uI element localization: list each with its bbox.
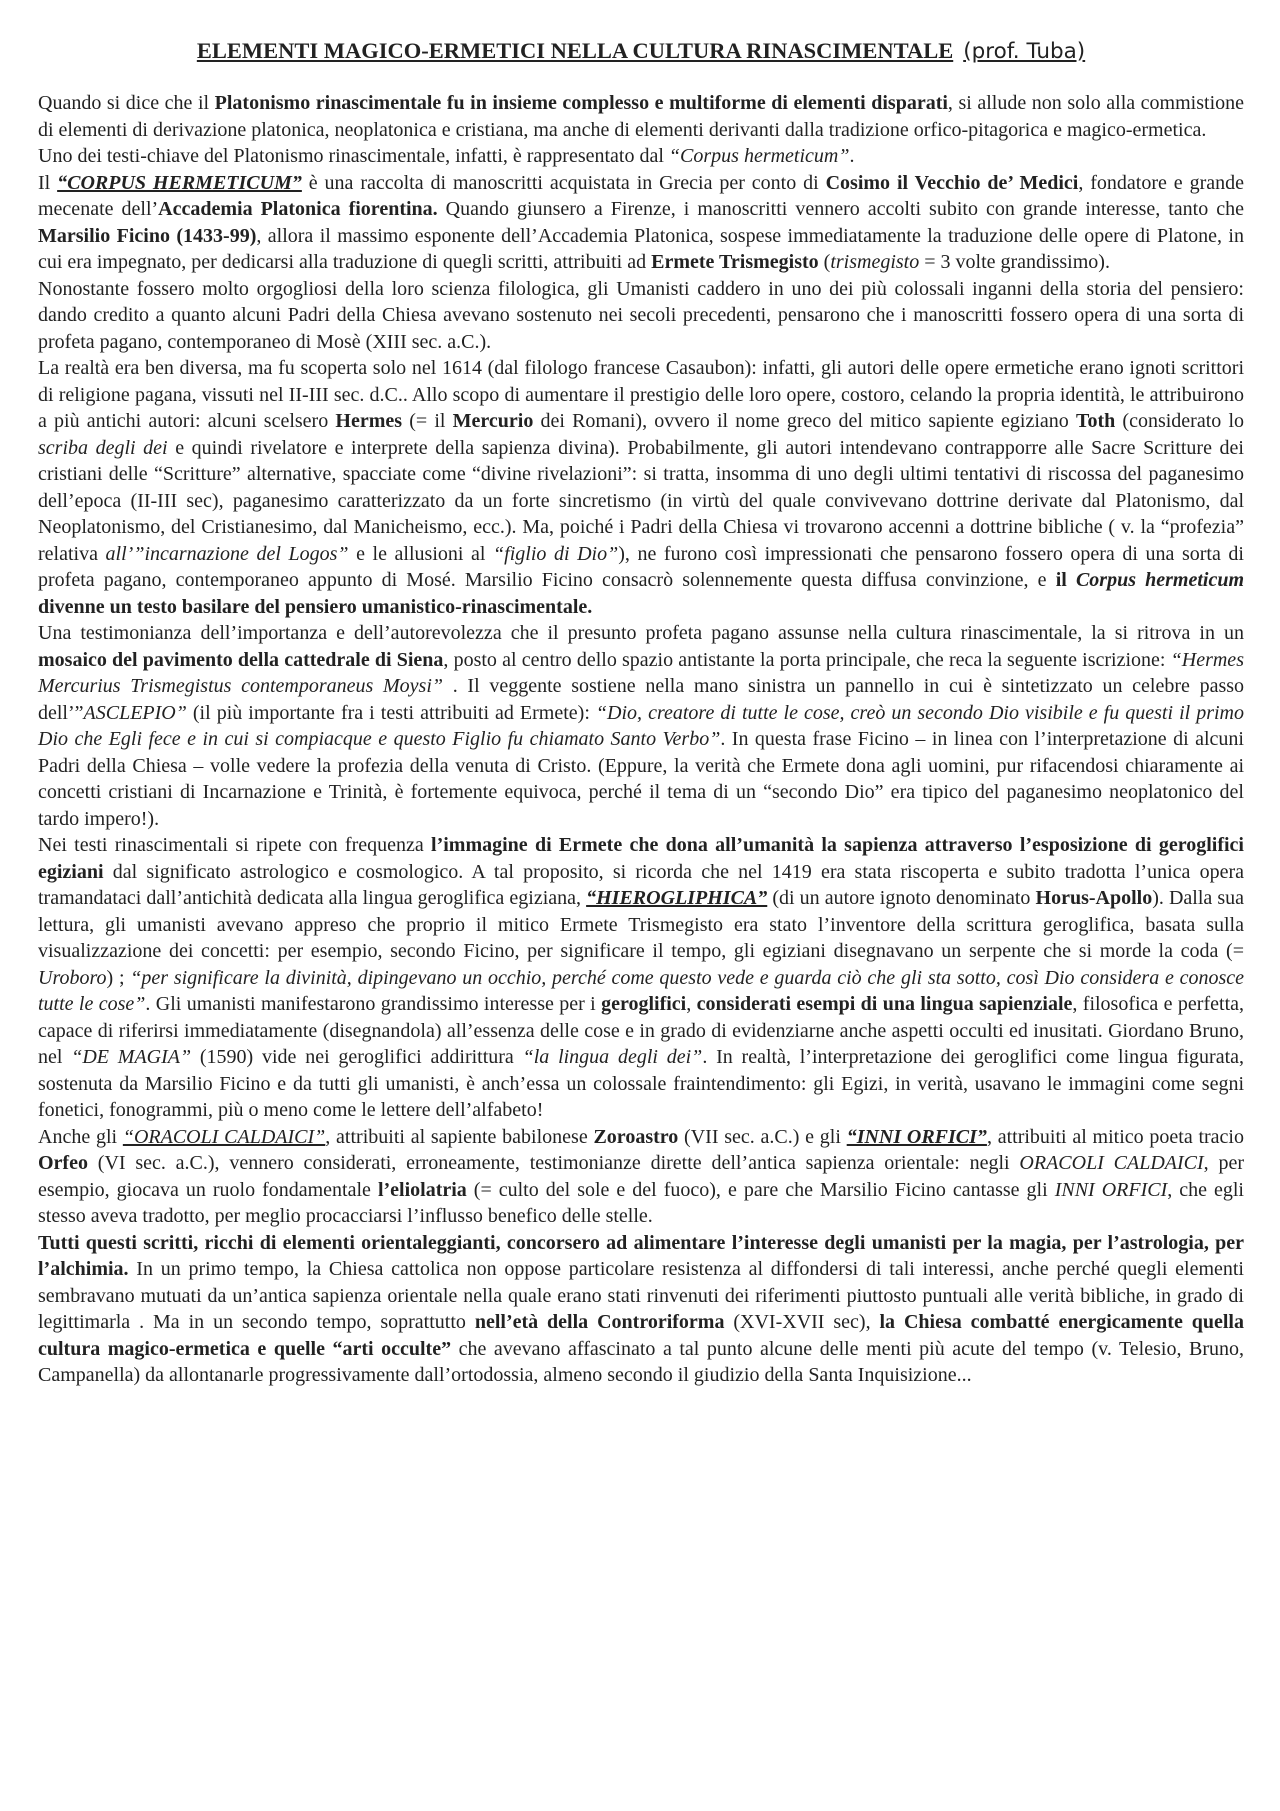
text-run: “Dio, creatore di tutte le cose, creò un secondo Dio visibile e fu questi il primo Dio che Egli fece e in cui si compiacque e questo Figlio fu chiamato Santo Verbo” (38, 701, 1244, 750)
text-run: trismegisto (830, 251, 920, 273)
text-run: (di un autore ignoto denominato (767, 887, 1036, 909)
text-run: , che egli stesso aveva tradotto, per meglio procacciarsi l’influsso benefico delle stelle. (38, 1178, 1244, 1227)
text-run: (VII sec. a.C.) e gli (678, 1125, 847, 1148)
text-run: Toth (1075, 410, 1116, 432)
text-run: ) ; (106, 966, 131, 989)
text-run: Mercurio (452, 410, 534, 432)
text-run: . (849, 145, 855, 167)
text-run: Uroboro (38, 966, 107, 989)
text-run: Tutti questi scritti, ricchi di elementi orientaleggianti, concorsero ad alimentare l’interesse degli umanisti per la magia, per l’astrologia, per l’alchimia. (38, 1231, 1244, 1280)
text-run: , si allude non solo alla commistione di elementi di derivazione platonica, neoplatonica e cristiana, ma anche di elementi derivanti dalla tradizione orfico-pitagorica e magico-ermetica. (38, 92, 1245, 141)
text-run: (= il (402, 410, 453, 432)
text-run: (XVI-XVII sec), (724, 1311, 880, 1333)
text-run: Zoroastro (593, 1125, 679, 1148)
text-run: , attribuiti al sapiente babilonese (325, 1125, 594, 1148)
text-run: , attribuiti al mitico poeta tracio (986, 1125, 1244, 1148)
text-run: (1590) vide nei geroglifici addirittura (191, 1046, 523, 1068)
text-run: nell’età della Controriforma (474, 1311, 725, 1333)
text-run: Hermes (335, 410, 403, 432)
text-run: “INNI ORFICI” (846, 1125, 987, 1148)
text-run: . Il veggente sostiene nella mano sinistra un pannello in cui è sintetizzato un celebre passo dell’” (38, 675, 1245, 724)
paragraph (38, 143, 1244, 170)
text-run: Quando giunsero a Firenze, i manoscritti vennero accolti subito con grande interesse, tanto che (437, 198, 1244, 220)
text-run: , filosofica e perfetta, capace di riferirsi immediatamente (disegnandola) all’essenza delle cose e in grado di evidenziarne anche aspetti occulti ed inusitati. Giordano Bruno, nel (38, 993, 1244, 1068)
text-run: ), ne furono così impressionati che pensarono fossero opera di una sorta di profeta pagano, contemporaneo appunto di Mosé. Marsilio Ficino consacrò solennemente questa diffusa convinzione, e (38, 542, 1244, 591)
title-main: ELEMENTI MAGICO-ERMETICI NELLA CULTURA RINASCIMENTALE (196, 38, 954, 63)
text-run: Anche gli (38, 1125, 123, 1148)
text-run: e le allusioni al (348, 542, 494, 565)
text-run: Cosimo il Vecchio de’ Medici (825, 171, 1079, 194)
text-run: “per significare la divinità, dipingevano un occhio, perché come questo vede e guarda ciò che gli sta sotto, così Dio considera e conosce tutte le cose” (38, 966, 1245, 1015)
paragraph (38, 620, 1244, 832)
paragraph (38, 832, 1244, 1124)
text-run: scriba degli dei (38, 436, 168, 459)
text-run: Una testimonianza dell’importanza e dell’autorevolezza che il presunto profeta pagano assunse nella cultura rinascimentale, la si ritrova in un (38, 622, 1244, 644)
text-run: “DE MAGIA” (71, 1046, 192, 1068)
paragraph (38, 90, 1244, 143)
text-run: (VI sec. a.C.), vennero considerati, erroneamente, testimonianze dirette dell’antica sapienza orientale: negli (87, 1152, 1020, 1174)
paragraph (38, 170, 1244, 276)
text-run: Marsilio Ficino (1433-99) (38, 224, 257, 247)
text-run: divenne un testo basilare del pensiero umanistico-rinascimentale. (38, 595, 593, 618)
text-run: mosaico del pavimento della cattedrale di Siena (38, 648, 444, 671)
document-title (38, 38, 1244, 64)
paragraph (38, 355, 1244, 620)
text-run: Il (38, 171, 58, 194)
text-run: è una raccolta di manoscritti acquistata in Grecia per conto di (301, 171, 826, 194)
text-run: Uno dei testi-chiave del Platonismo rinascimentale, infatti, è rappresentato dal (38, 145, 669, 167)
text-run: , allora il massimo esponente dell’Accademia Platonica, sospese immediatamente la traduzione delle opere di Platone, in cui era impegnato, per dedicarsi alla traduzione di quegli scritti, attribuiti ad (38, 224, 1244, 273)
text-run: geroglifici (601, 993, 687, 1015)
text-run: , posto al centro dello spazio antistante la porta principale, che reca la seguente iscrizione: (443, 648, 1171, 671)
text-run: Nei testi rinascimentali si ripete con frequenza (38, 834, 432, 856)
text-run: (= culto del sole e del fuoco), e pare che Marsilio Ficino cantasse gli (466, 1178, 1055, 1201)
text-run: “Corpus hermeticum” (668, 145, 850, 167)
text-run: considerati esempi di una lingua sapienziale (696, 993, 1073, 1015)
text-run: ( (818, 251, 831, 273)
text-run: (considerato lo (1115, 410, 1244, 432)
text-run: e quindi rivelatore e interprete della sapienza divina). Probabilmente, gli autori intendevano contrapporre alle Sacre Scritture dei cristiani delle “Scritture” alternative, spacciate come “divine rivelazioni”: si tratta, insomma di uno degli ultimi tentativi di riscossa del paganesimo dell’epoca (II-III sec), paganesimo caratterizzato da un forte sincretismo (in virtù del quale convivevano dottrine derivate dal Platonismo, dal Neoplatonismo, del Cristianesimo, dal Manicheismo, ecc.). Ma, poiché i Padri della Chiesa vi trovarono accenni a dottrine bibliche ( v. la “profezia” relativa (38, 436, 1244, 565)
text-run: , per esempio, giocava un ruolo fondamentale (38, 1152, 1244, 1201)
text-run: La realtà era ben diversa, ma fu scoperta solo nel 1614 (dal filologo francese Casaubon): infatti, gli autori delle opere ermetiche erano ignoti scrittori di religione pagana, vissuti nel II-III sec. d.C.. Allo scopo di aumentare il prestigio delle loro opere, costoro, celando la propria identità, le attribuirono a più antichi autori: alcuni scelsero (38, 357, 1244, 432)
text-run: Horus-Apollo (1035, 887, 1153, 909)
text-run: Corpus hermeticum (1075, 569, 1244, 591)
title-author: (prof. Tuba) (963, 39, 1086, 64)
text-run: “Hermes Mercurius Trismegistus contemporaneus Moysi” (38, 648, 1244, 697)
text-run: l’immagine di Ermete che dona all’umanità la sapienza attraverso l’esposizione di geroglifici egiziani (38, 834, 1244, 883)
text-run: all’”incarnazione del Logos” (105, 542, 349, 565)
text-run: INNI ORFICI (1054, 1178, 1168, 1201)
text-run: “HIEROGLIPHICA” (586, 887, 768, 909)
text-run: ASCLEPIO” (83, 701, 187, 724)
text-run: Accademia Platonica fiorentina. (158, 198, 438, 220)
text-run: Ermete Trismegisto (651, 251, 819, 273)
text-run: l’eliolatria (377, 1178, 467, 1201)
text-run: Platonismo rinascimentale fu in insieme complesso e multiforme di elementi disparati (214, 92, 948, 114)
text-run: dei Romani), ovvero il nome greco del mitico sapiente egiziano (533, 410, 1076, 432)
text-run: , (686, 993, 697, 1015)
text-run: = 3 volte grandissimo). (919, 251, 1110, 273)
text-run: “ORACOLI CALDAICI” (122, 1125, 326, 1148)
text-run: ). Dalla sua lettura, gli umanisti avevano appreso che proprio il mitico Ermete Trismegisto era stato l’inventore della scrittura geroglifica, basata sulla visualizzazione dei concetti: per esempio, secondo Ficino, per significare il tempo, gli egiziani disegnavano un serpente che si morde la coda (= (38, 887, 1245, 962)
text-run: (il più importante fra i testi attribuiti ad Ermete): (186, 701, 596, 724)
text-run: Nonostante fossero molto orgogliosi della loro scienza filologica, gli Umanisti caddero in uno dei più colossali inganni della storia del pensiero: dando credito a quanto alcuni Padri della Chiesa avevano sostenuto nei secoli precedenti, pensarono che i manoscritti fossero opera di una sorta di profeta pagano, contemporaneo di Mosè (XIII sec. a.C.). (38, 277, 1244, 353)
paragraph (38, 1124, 1244, 1230)
paragraph (38, 1230, 1244, 1389)
text-run: Quando si dice che il (38, 92, 215, 114)
paragraph (38, 276, 1244, 356)
text-run: “figlio di Dio” (493, 542, 619, 565)
text-run: . In questa frase Ficino – in linea con l’interpretazione di alcuni Padri della Chiesa – volle vedere la profezia della venuta di Cristo. (Eppure, la verità che Ermete dona agli uomini, pur rifacendosi chiaramente ai concetti cristiani di Incarnazione e Trinità, è fortemente equivoca, perché il tema di un “secondo Dio” era tipico del paganesimo neoplatonico del tardo impero!). (38, 728, 1244, 830)
text-run: . In realtà, l’interpretazione dei geroglifici come lingua figurata, sostenuta da Marsilio Ficino e da tutti gli umanisti, è anch’essa un colossale fraintendimento: gli Egizi, in verità, usavano le immagini come segni fonetici, fonogrammi, più o meno come le lettere dell’alfabeto! (38, 1046, 1245, 1121)
text-run: la Chiesa combatté energicamente quella cultura magico-ermetica e quelle “arti occulte” (38, 1311, 1244, 1360)
text-run: In un primo tempo, la Chiesa cattolica non oppose particolare resistenza al diffondersi di tali interessi, anche perché quegli elementi sembravano mutuati da un’antica sapienza orientale nella quale erano stati rinvenuti dei riferimenti piuttosto puntuali alle verità bibliche, in grado di legittimarla . Ma in un secondo tempo, soprattutto (38, 1258, 1244, 1333)
text-run: dal significato astrologico e cosmologico. A tal proposito, si ricorda che nel 1419 era stata riscoperta e subito tradotta l’unica opera tramandataci dall’antichità dedicata alla lingua geroglifica egiziana, (38, 860, 1244, 909)
document-body (38, 90, 1244, 1389)
text-run: Orfeo (38, 1152, 88, 1174)
text-run: “CORPUS HERMETICUM” (57, 171, 302, 194)
text-run: “la lingua degli dei” (522, 1046, 703, 1068)
text-run: . Gli umanisti manifestarono grandissimo interesse per i (145, 993, 602, 1015)
text-run: il (1055, 569, 1076, 591)
text-run: , fondatore e grande mecenate dell’ (38, 171, 1244, 220)
text-run: che avevano affascinato a tal punto alcune delle menti più acute del tempo (v. Telesio, Bruno, Campanella) da allontanarle progressivamente dall’ortodossia, almeno secondo il giudizio della Santa Inquisizione... (38, 1337, 1244, 1386)
text-run: ORACOLI CALDAICI (1019, 1152, 1204, 1174)
